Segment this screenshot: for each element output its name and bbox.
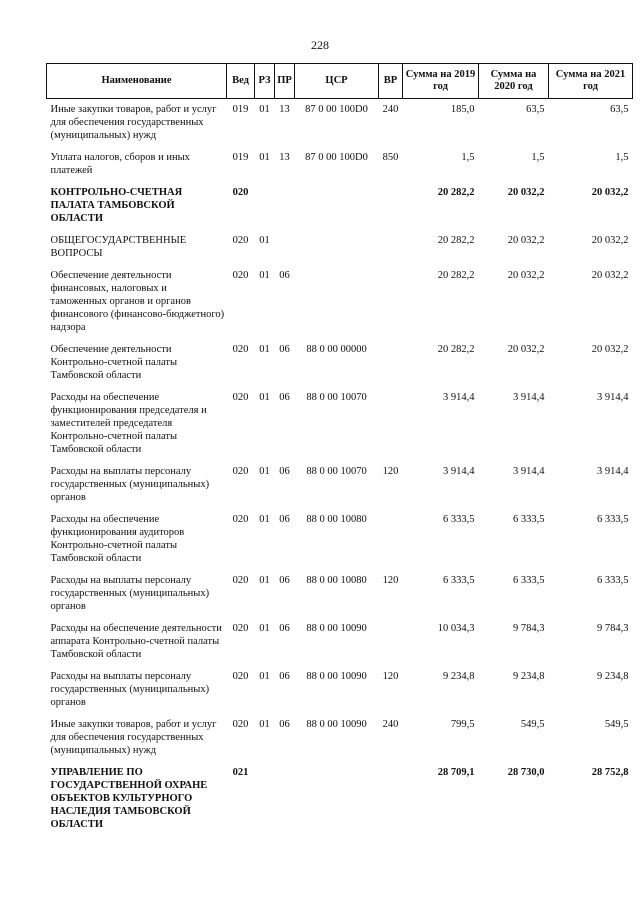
cell-pr: 13 [279,104,290,115]
cell-pr: 13 [279,152,290,163]
table-row [47,387,633,461]
cell-ved: 021 [232,767,249,778]
cell-sum-2019: 799,5 [450,719,475,730]
budget-table [46,63,633,836]
cell-ved: 019 [232,152,249,163]
header-sum-2021: Сумма на 2021 год [549,64,633,99]
cell-ved: 020 [232,270,249,281]
table-row [47,147,633,182]
cell-name: УПРАВЛЕНИЕ ПО ГОСУДАРСТВЕННОЙ ОХРАНЕ ОБЪЕКТОВ КУЛЬТУРНОГО НАСЛЕДИЯ ТАМБОВСКОЙ ОБЛАСТИ [50,767,208,830]
table-row [47,265,633,339]
table-row [47,714,633,762]
cell-ved: 020 [232,719,249,730]
cell-sum-2021: 9 784,3 [597,623,629,634]
table-header [47,64,633,99]
cell-rz: 01 [259,575,270,586]
cell-rz [255,182,275,230]
cell-pr: 06 [279,270,290,281]
cell-csr: 88 0 00 10070 [306,392,367,403]
cell-vr: 120 [382,671,399,682]
cell-pr: 06 [279,344,290,355]
cell-rz: 01 [259,344,270,355]
cell-sum-2019: 20 282,2 [437,344,475,355]
cell-ved: 020 [232,671,249,682]
cell-sum-2020: 1,5 [531,152,545,163]
cell-name: Расходы на обеспечение функционирования аудиторов Контрольно-счетной палаты Тамбовской области [50,514,185,564]
cell-rz: 01 [259,392,270,403]
cell-sum-2019: 20 282,2 [437,270,475,281]
cell-csr [295,182,379,230]
table-row [47,339,633,387]
cell-ved: 020 [232,466,249,477]
cell-vr [379,339,403,387]
cell-csr: 88 0 00 10070 [306,466,367,477]
cell-sum-2020: 20 032,2 [507,187,545,198]
table-row [47,618,633,666]
cell-name: Уплата налогов, сборов и иных платежей [50,152,190,176]
cell-name: Иные закупки товаров, работ и услуг для обеспечения государственных (муниципальных) нужд [50,719,217,756]
header-name: Наименование [47,64,227,99]
cell-sum-2020: 63,5 [526,104,545,115]
cell-csr: 87 0 00 100D0 [305,152,368,163]
cell-ved: 020 [232,392,249,403]
cell-sum-2019: 20 282,2 [437,235,475,246]
cell-csr [295,230,379,265]
cell-name: Расходы на обеспечение деятельности аппарата Контрольно-счетной палаты Тамбовской области [50,623,222,660]
cell-ved: 020 [232,575,249,586]
cell-name: Обеспечение деятельности Контрольно-счетной палаты Тамбовской области [50,344,178,381]
cell-sum-2019: 6 333,5 [443,514,475,525]
cell-ved: 020 [232,344,249,355]
cell-vr [379,182,403,230]
cell-pr: 06 [279,623,290,634]
cell-vr: 240 [382,719,399,730]
cell-sum-2021: 28 752,8 [591,767,629,778]
cell-ved: 020 [232,235,249,246]
header-csr: ЦСР [295,64,379,99]
cell-pr: 06 [279,514,290,525]
cell-vr [379,265,403,339]
cell-sum-2021: 6 333,5 [597,514,629,525]
cell-sum-2020: 6 333,5 [513,514,545,525]
cell-name: Расходы на выплаты персоналу государственных (муниципальных) органов [50,575,210,612]
table-row [47,509,633,570]
header-rz: РЗ [255,64,275,99]
cell-sum-2019: 3 914,4 [443,392,475,403]
cell-csr [295,265,379,339]
table-row [47,570,633,618]
cell-pr: 06 [279,466,290,477]
cell-name: ОБЩЕГОСУДАРСТВЕННЫЕ ВОПРОСЫ [50,235,187,259]
cell-sum-2020: 28 730,0 [507,767,545,778]
cell-csr [295,762,379,836]
table-row [47,666,633,714]
table-row [47,461,633,509]
cell-pr [275,230,295,265]
cell-rz: 01 [259,466,270,477]
cell-ved: 020 [232,514,249,525]
cell-vr [379,762,403,836]
cell-sum-2021: 6 333,5 [597,575,629,586]
cell-sum-2019: 10 034,3 [437,623,475,634]
cell-csr: 88 0 00 00000 [306,344,367,355]
cell-sum-2019: 28 709,1 [437,767,475,778]
cell-name: Расходы на выплаты персоналу государственных (муниципальных) органов [50,466,210,503]
cell-sum-2020: 3 914,4 [513,466,545,477]
cell-sum-2021: 9 234,8 [597,671,629,682]
cell-sum-2021: 20 032,2 [591,187,629,198]
cell-rz: 01 [259,719,270,730]
cell-sum-2020: 9 784,3 [513,623,545,634]
cell-vr [379,509,403,570]
table-row [47,762,633,836]
cell-csr: 88 0 00 10080 [306,575,367,586]
cell-sum-2019: 3 914,4 [443,466,475,477]
cell-sum-2019: 20 282,2 [437,187,475,198]
cell-csr: 88 0 00 10090 [306,719,367,730]
cell-vr: 240 [382,104,399,115]
cell-sum-2019: 1,5 [461,152,475,163]
cell-pr [275,182,295,230]
cell-rz: 01 [259,514,270,525]
cell-rz: 01 [259,671,270,682]
cell-sum-2020: 549,5 [520,719,545,730]
cell-name: Иные закупки товаров, работ и услуг для обеспечения государственных (муниципальных) нужд [50,104,217,141]
cell-vr [379,387,403,461]
cell-sum-2019: 185,0 [450,104,475,115]
cell-sum-2020: 20 032,2 [507,270,545,281]
cell-sum-2021: 3 914,4 [597,466,629,477]
cell-ved: 020 [232,623,249,634]
header-ved: Вед [227,64,255,99]
cell-vr [379,230,403,265]
cell-pr [275,762,295,836]
cell-csr: 88 0 00 10090 [306,671,367,682]
cell-sum-2021: 1,5 [615,152,629,163]
cell-rz: 01 [259,623,270,634]
header-sum-2020: Сумма на 2020 год [479,64,549,99]
header-vr: ВР [379,64,403,99]
cell-sum-2021: 3 914,4 [597,392,629,403]
cell-rz: 01 [259,152,270,163]
cell-vr [379,618,403,666]
table-row [47,182,633,230]
cell-csr: 88 0 00 10090 [306,623,367,634]
cell-name: КОНТРОЛЬНО-СЧЕТНАЯ ПАЛАТА ТАМБОВСКОЙ ОБЛАСТИ [50,187,183,224]
cell-rz: 01 [259,235,270,246]
cell-sum-2020: 20 032,2 [507,344,545,355]
cell-pr: 06 [279,392,290,403]
cell-ved: 019 [232,104,249,115]
cell-sum-2020: 3 914,4 [513,392,545,403]
page-number: 228 [311,38,329,52]
cell-sum-2021: 20 032,2 [591,270,629,281]
cell-rz [255,762,275,836]
cell-pr: 06 [279,575,290,586]
cell-vr: 120 [382,575,399,586]
cell-sum-2021: 20 032,2 [591,344,629,355]
table-row [47,99,633,148]
cell-sum-2021: 20 032,2 [591,235,629,246]
cell-pr: 06 [279,671,290,682]
cell-ved: 020 [232,187,249,198]
cell-sum-2021: 63,5 [610,104,629,115]
table-body [47,99,633,837]
cell-sum-2020: 6 333,5 [513,575,545,586]
cell-vr: 850 [382,152,399,163]
cell-pr: 06 [279,719,290,730]
cell-sum-2020: 20 032,2 [507,235,545,246]
cell-rz: 01 [259,104,270,115]
table-row [47,230,633,265]
cell-sum-2020: 9 234,8 [513,671,545,682]
cell-sum-2019: 9 234,8 [443,671,475,682]
header-pr: ПР [275,64,295,99]
cell-vr: 120 [382,466,399,477]
cell-csr: 87 0 00 100D0 [305,104,368,115]
cell-name: Расходы на обеспечение функционирования председателя и заместителей председателя Контрольно-счетной палаты Тамбовской области [50,392,207,455]
cell-name: Обеспечение деятельности финансовых, налоговых и таможенных органов и органов финансового (финансово-бюджетного) надзора [50,270,225,333]
cell-sum-2019: 6 333,5 [443,575,475,586]
cell-name: Расходы на выплаты персоналу государственных (муниципальных) органов [50,671,210,708]
header-sum-2019: Сумма на 2019 год [403,64,479,99]
cell-csr: 88 0 00 10080 [306,514,367,525]
cell-sum-2021: 549,5 [604,719,629,730]
cell-rz: 01 [259,270,270,281]
